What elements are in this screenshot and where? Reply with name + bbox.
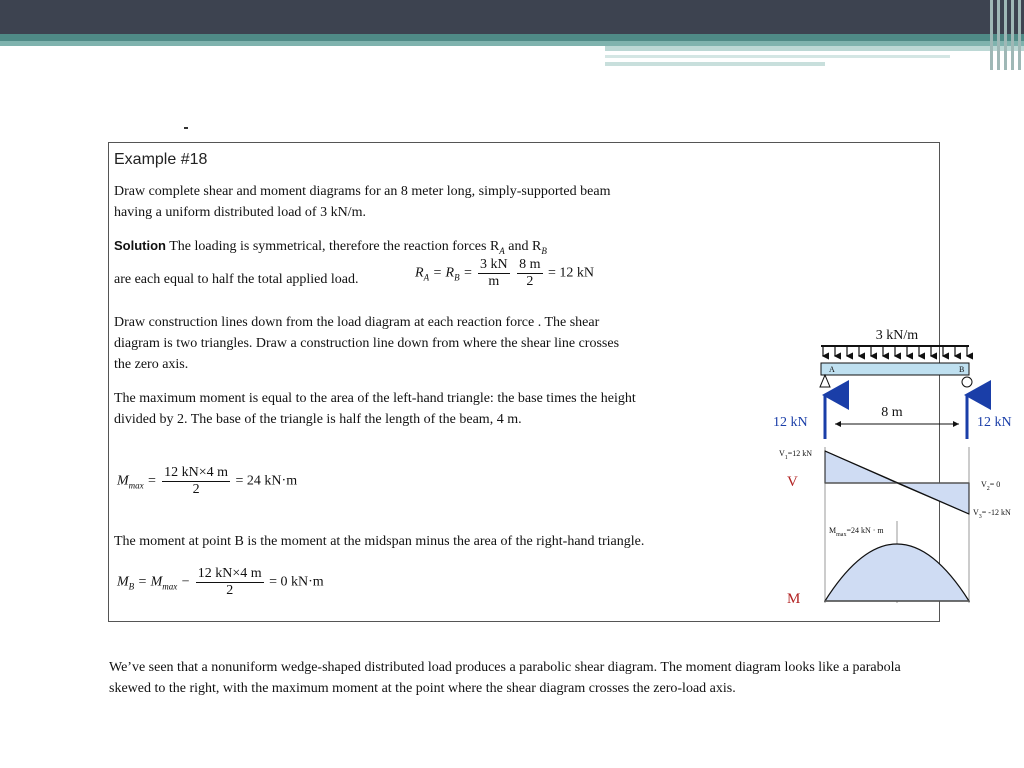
moment-b-equation: $M_B = M_{max}$ − $\frac{12 kN\times 4 m}{2}$ = 0 kN·m bbox=[117, 566, 324, 598]
mmax-label: $M_{max}=24$ kN · m bbox=[829, 526, 884, 538]
slide-header-accent bbox=[0, 34, 1024, 41]
shear-label: V bbox=[787, 474, 798, 490]
solution-text: The loading is symmetrical, therefore the reaction forces R bbox=[169, 239, 500, 254]
half-load-text: are each equal to half the total applied load. bbox=[114, 272, 359, 287]
left-reaction-label: 12 kN bbox=[773, 415, 808, 430]
example-card bbox=[108, 142, 1012, 622]
slide-header-bar bbox=[0, 0, 1024, 34]
example-title: Example #18 bbox=[114, 151, 208, 168]
slide-header-line bbox=[605, 55, 950, 58]
moment-label: M bbox=[787, 591, 801, 607]
right-reaction-label: 12 kN bbox=[977, 415, 1012, 430]
problem-statement: Draw complete shear and moment diagrams for an 8 meter long, simply-supported beam having a uniform distributed load of 3 kN/m. bbox=[114, 184, 611, 220]
beam bbox=[821, 363, 969, 375]
construction-lines-text: Draw construction lines down from the load diagram at each reaction force . The shear diagram is two triangles. Draw a construction line down from where the shear line crosses the zero axis. bbox=[114, 315, 620, 372]
v1-label: $V_1=12$ kN bbox=[779, 449, 813, 461]
v2-label: $V_2= 0$ bbox=[981, 480, 1001, 492]
moment-at-b-text: The moment at point B is the moment at the midspan minus the area of the right-hand triangle. bbox=[114, 534, 645, 549]
support-b-label: B bbox=[959, 365, 965, 374]
v3-label: $V_3= -12$ kN bbox=[973, 508, 1011, 520]
max-moment-equation: $M_{max}$ = $\frac{12 kN\times 4 m}{2}$ = 24 kN·m bbox=[117, 465, 298, 497]
stray-mark bbox=[184, 127, 188, 129]
solution-paragraph: Solution The loading is symmetrical, therefore the reaction forces $R_A$ and $R_B$ bbox=[114, 238, 547, 256]
solution-label: Solution bbox=[114, 238, 166, 253]
max-moment-text: The maximum moment is equal to the area of the left-hand triangle: the base times the height divided by 2. The base of the triangle is half the length of the beam, 4 m. bbox=[114, 391, 636, 427]
slide-corner-stripes bbox=[988, 0, 1024, 70]
roller-support bbox=[962, 377, 972, 387]
pin-support bbox=[820, 375, 830, 387]
load-label: 3 kN/m bbox=[875, 328, 919, 343]
footer-paragraph: We’ve seen that a nonuniform wedge-shaped distributed load produces a parabolic shear diagram. The moment diagram looks like a parabola skewed to the right, with the maximum moment at the point where the shear diagram crosses the zero-load axis. bbox=[109, 660, 901, 696]
distributed-load bbox=[821, 346, 969, 356]
span-label: 8 m bbox=[881, 405, 903, 420]
shear-moment-diagram bbox=[765, 321, 1024, 621]
slide-header-line bbox=[605, 46, 1024, 51]
support-a-label: A bbox=[829, 365, 835, 374]
slide-header-line bbox=[605, 62, 825, 66]
moment-parabola bbox=[825, 544, 969, 601]
reaction-equation: $R_A = R_B$ = $\frac{3 kN}{m}$ $\frac{8 m}{2}$ = 12 kN bbox=[415, 257, 595, 289]
